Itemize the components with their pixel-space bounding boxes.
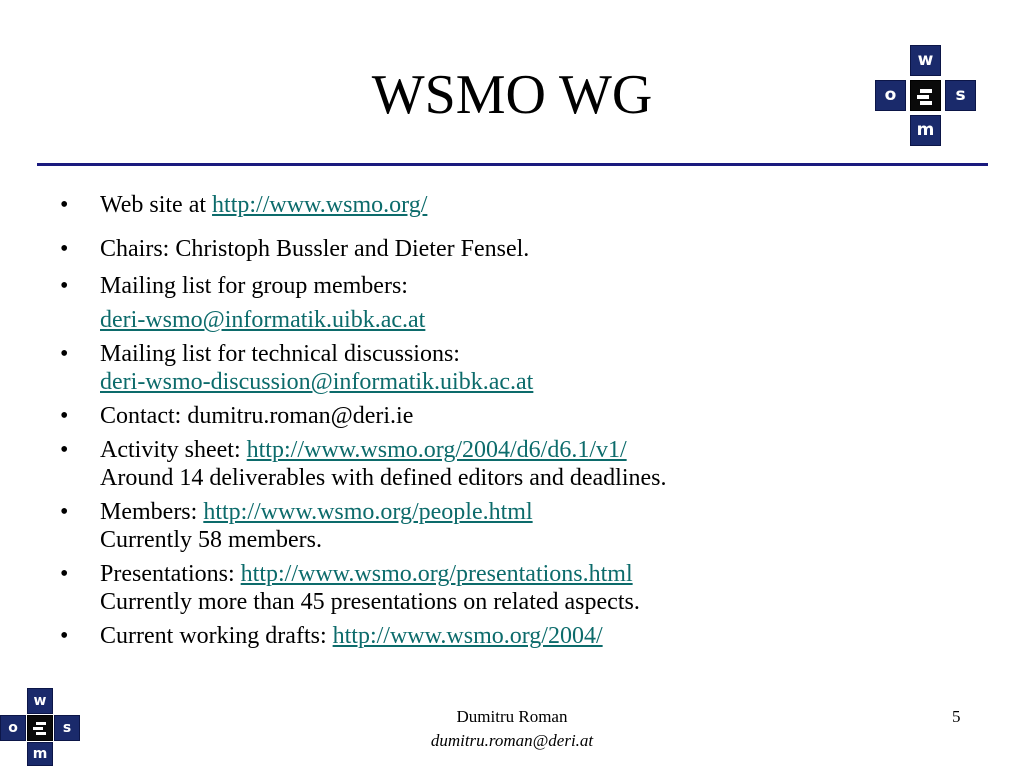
- bullet-website: [60, 191, 990, 219]
- bullet-text: Contact: dumitru.roman@deri.ie: [100, 403, 414, 429]
- bullet-member-list: [60, 272, 990, 334]
- wsmo-logo: [875, 45, 977, 147]
- presentations-link[interactable]: http://www.wsmo.org/presentations.html: [240, 561, 633, 587]
- logo-letter-m: m: [32, 746, 48, 762]
- footer-email: dumitru.roman@deri.at: [430, 731, 594, 750]
- bullet-list: [60, 185, 990, 650]
- website-link[interactable]: http://www.wsmo.org/: [212, 192, 428, 218]
- bullet-dot: •: [60, 561, 69, 587]
- bullet-subtext: Currently 58 members.: [100, 527, 322, 553]
- bullet-text: Mailing list for technical discussions:: [100, 341, 460, 367]
- bullet-discussion-list: [60, 340, 990, 396]
- bullet-dot: •: [60, 403, 69, 429]
- bullet-dot: •: [60, 236, 69, 262]
- bullet-text: Activity sheet:: [100, 437, 247, 463]
- logo-letter-w: w: [33, 693, 47, 709]
- bullet-subtext: Currently more than 45 presentations on related aspects.: [100, 589, 640, 615]
- bullet-text: Current working drafts:: [100, 623, 333, 649]
- bullet-dot: •: [60, 623, 69, 649]
- slide-title: WSMO WG: [371, 64, 653, 126]
- members-link[interactable]: http://www.wsmo.org/people.html: [203, 499, 533, 525]
- bullet-text: Web site at: [100, 192, 213, 218]
- logo-letter-o: o: [884, 85, 897, 105]
- page-number: 5: [952, 707, 961, 726]
- bullet-dot: •: [60, 192, 69, 218]
- title-divider: [37, 163, 988, 166]
- bullet-text: Mailing list for group members:: [100, 273, 408, 299]
- bullet-text: Presentations:: [100, 561, 241, 587]
- bullet-contact: [60, 402, 990, 430]
- footer-author: Dumitru Roman: [456, 707, 568, 726]
- bullet-dot: •: [60, 499, 69, 525]
- bullet-activity-sheet: [60, 436, 990, 492]
- logo-letter-o: o: [8, 720, 18, 736]
- bullet-working-drafts: [60, 622, 990, 650]
- bullet-dot: •: [60, 273, 69, 299]
- member-list-email-link[interactable]: deri-wsmo@informatik.uibk.ac.at: [100, 307, 426, 333]
- discussion-list-email-link[interactable]: deri-wsmo-discussion@informatik.uibk.ac.at: [100, 369, 534, 395]
- bullet-text: Chairs: Christoph Bussler and Dieter Fensel.: [100, 236, 530, 262]
- bullet-dot: •: [60, 437, 69, 463]
- bullet-text: Members:: [100, 499, 204, 525]
- logo-letter-w: w: [917, 50, 934, 70]
- bullet-presentations: [60, 560, 990, 616]
- bullet-dot: •: [60, 341, 69, 367]
- logo-letter-m: m: [916, 120, 935, 140]
- bullet-chairs: [60, 235, 990, 263]
- logo-letter-s: s: [62, 720, 72, 736]
- bullet-subtext: Around 14 deliverables with defined editors and deadlines.: [100, 465, 667, 491]
- activity-sheet-link[interactable]: http://www.wsmo.org/2004/d6/d6.1/v1/: [246, 437, 627, 463]
- bullet-members: [60, 498, 990, 554]
- logo-letter-s: s: [955, 85, 966, 105]
- working-drafts-link[interactable]: http://www.wsmo.org/2004/: [332, 623, 603, 649]
